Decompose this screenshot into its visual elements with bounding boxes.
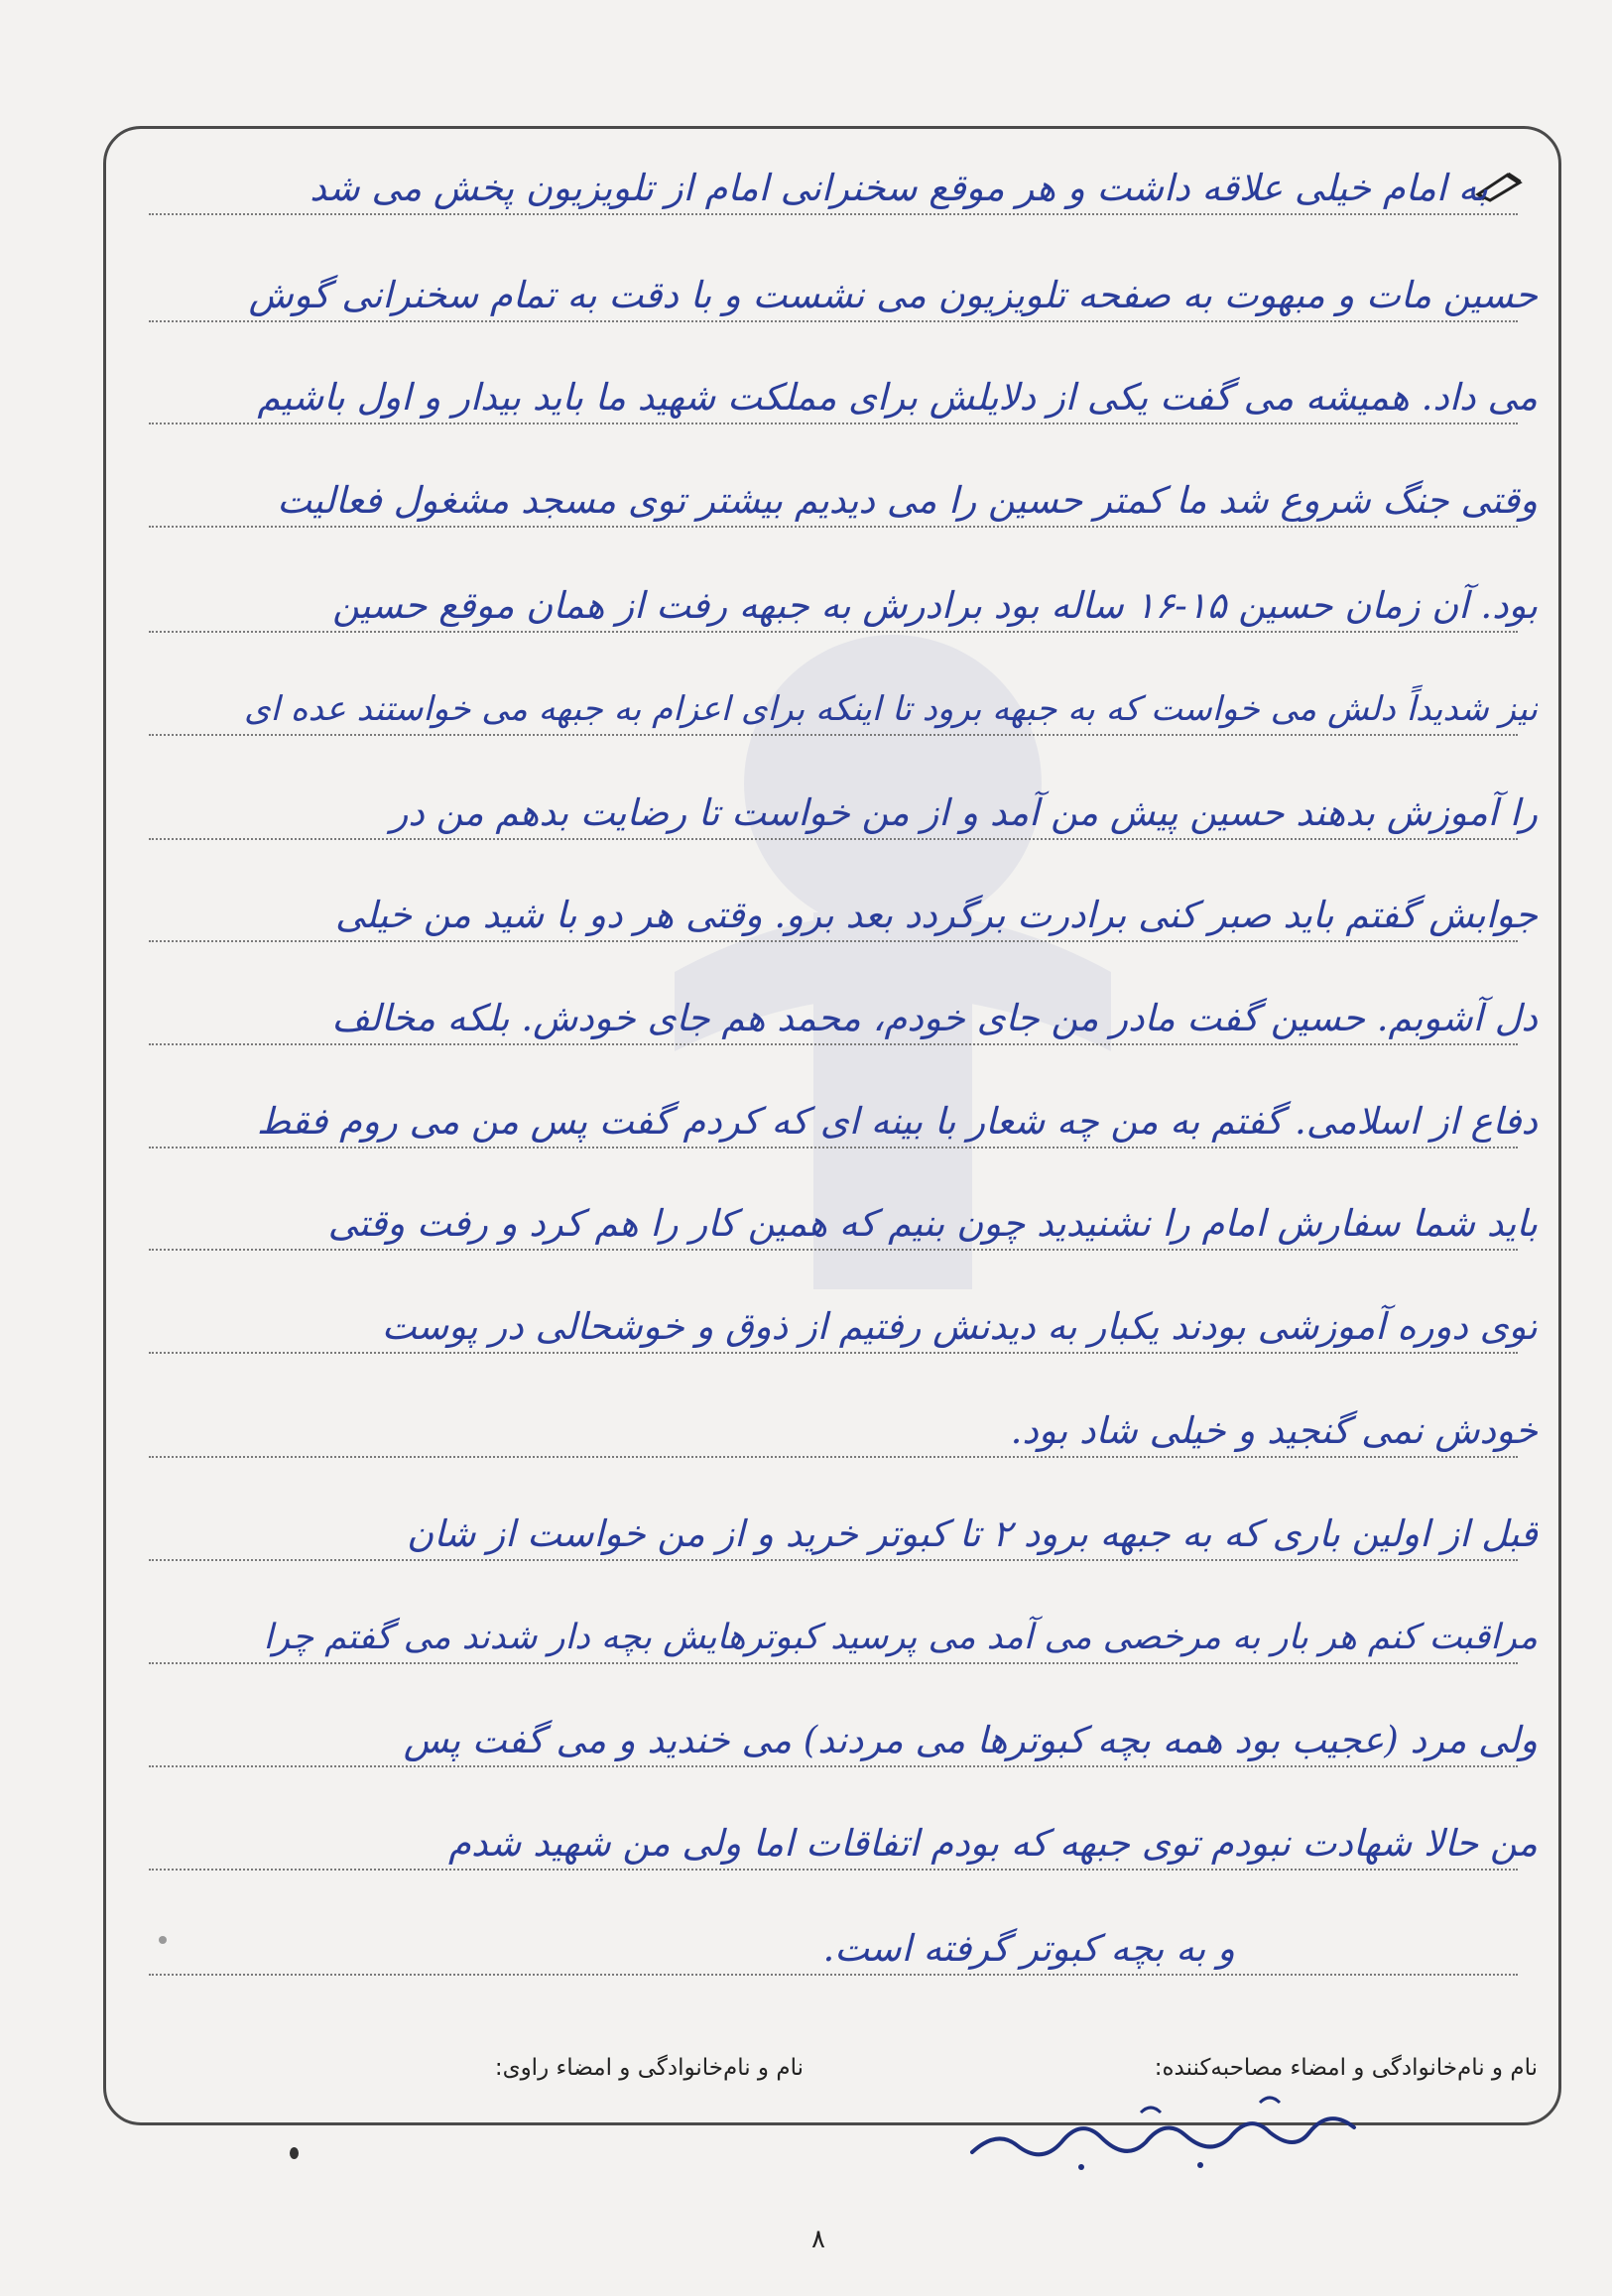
- handwritten-line: حسین مات و مبهوت به صفحه تلویزیون می نشست و با دقت به تمام سخنرانی گوش: [248, 274, 1538, 316]
- handwritten-line: به امام خیلی علاقه داشت و هر موقع سخنرانی امام از تلویزیون پخش می شد: [310, 167, 1488, 209]
- narrator-signature-label: نام و نام‌خانوادگی و امضاء راوی:: [494, 2055, 804, 2081]
- handwritten-line: جوابش گفتم باید صبر کنی برادرت برگردد بعد برو. وقتی هر دو با شید من خیلی: [334, 894, 1538, 936]
- handwritten-line: می داد. همیشه می گفت یکی از دلایلش برای مملکت شهید ما باید بیدار و اول باشیم: [257, 376, 1538, 419]
- handwritten-line: دل آشوبم. حسین گفت مادر من جای خودم، محمد هم جای خودش. بلکه مخالف: [331, 997, 1538, 1039]
- handwritten-line: دفاع از اسلامی. گفتم به من چه شعار با بینه ای که کردم گفت پس من می روم فقط: [256, 1100, 1538, 1143]
- handwritten-line: مراقبت کنم هر بار به مرخصی می آمد می پرسید کبوترهایش بچه دار شدند می گفتم چرا: [263, 1618, 1538, 1657]
- ink-speck: [290, 2147, 299, 2159]
- handwritten-line: خودش نمی گنجید و خیلی شاد بود.: [1010, 1409, 1538, 1452]
- interviewer-signature-label: نام و نام‌خانوادگی و امضاء مصاحبه‌کننده:: [1154, 2055, 1538, 2081]
- handwritten-line: باید شما سفارش امام را نشنیدید چون بنیم که همین کار را هم کرد و رفت وقتی: [327, 1202, 1538, 1245]
- handwritten-line: قبل از اولین باری که به جبهه برود ۲ تا کبوتر خرید و از من خواست از شان: [407, 1512, 1538, 1555]
- paper-speck: [159, 1936, 167, 1944]
- page-number: ۸: [811, 2225, 825, 2254]
- handwritten-line: را آموزش بدهند حسین پیش من آمد و از من خواست تا رضایت بدهم من در: [390, 791, 1538, 834]
- handwritten-line: من حالا شهادت نبودم توی جبهه که بودم اتفاقات اما ولی من شهید شدم: [448, 1822, 1538, 1865]
- handwritten-line: وقتی جنگ شروع شد ما کمتر حسین را می دیدیم بیشتر توی مسجد مشغول فعالیت: [277, 479, 1538, 522]
- handwritten-signature: [962, 2088, 1359, 2177]
- handwritten-line: و به بچه کبوتر گرفته است.: [822, 1927, 1235, 1970]
- handwritten-line: بود. آن زمان حسین ۱۵-۱۶ ساله بود برادرش به جبهه رفت از همان موقع حسین: [332, 584, 1538, 627]
- handwritten-line: نیز شدیداً دلش می خواست که به جبهه برود تا اینکه برای اعزام به جبهه می خواستند عده ای: [243, 689, 1538, 729]
- handwritten-line: ولی مرد (عجیب بود همه بچه کبوترها می مردند) می خندید و می گفت پس: [403, 1719, 1538, 1761]
- handwritten-line: توی دوره آموزشی بودند یکبار به دیدنش رفتیم از ذوق و خوشحالی در پوست: [381, 1305, 1538, 1348]
